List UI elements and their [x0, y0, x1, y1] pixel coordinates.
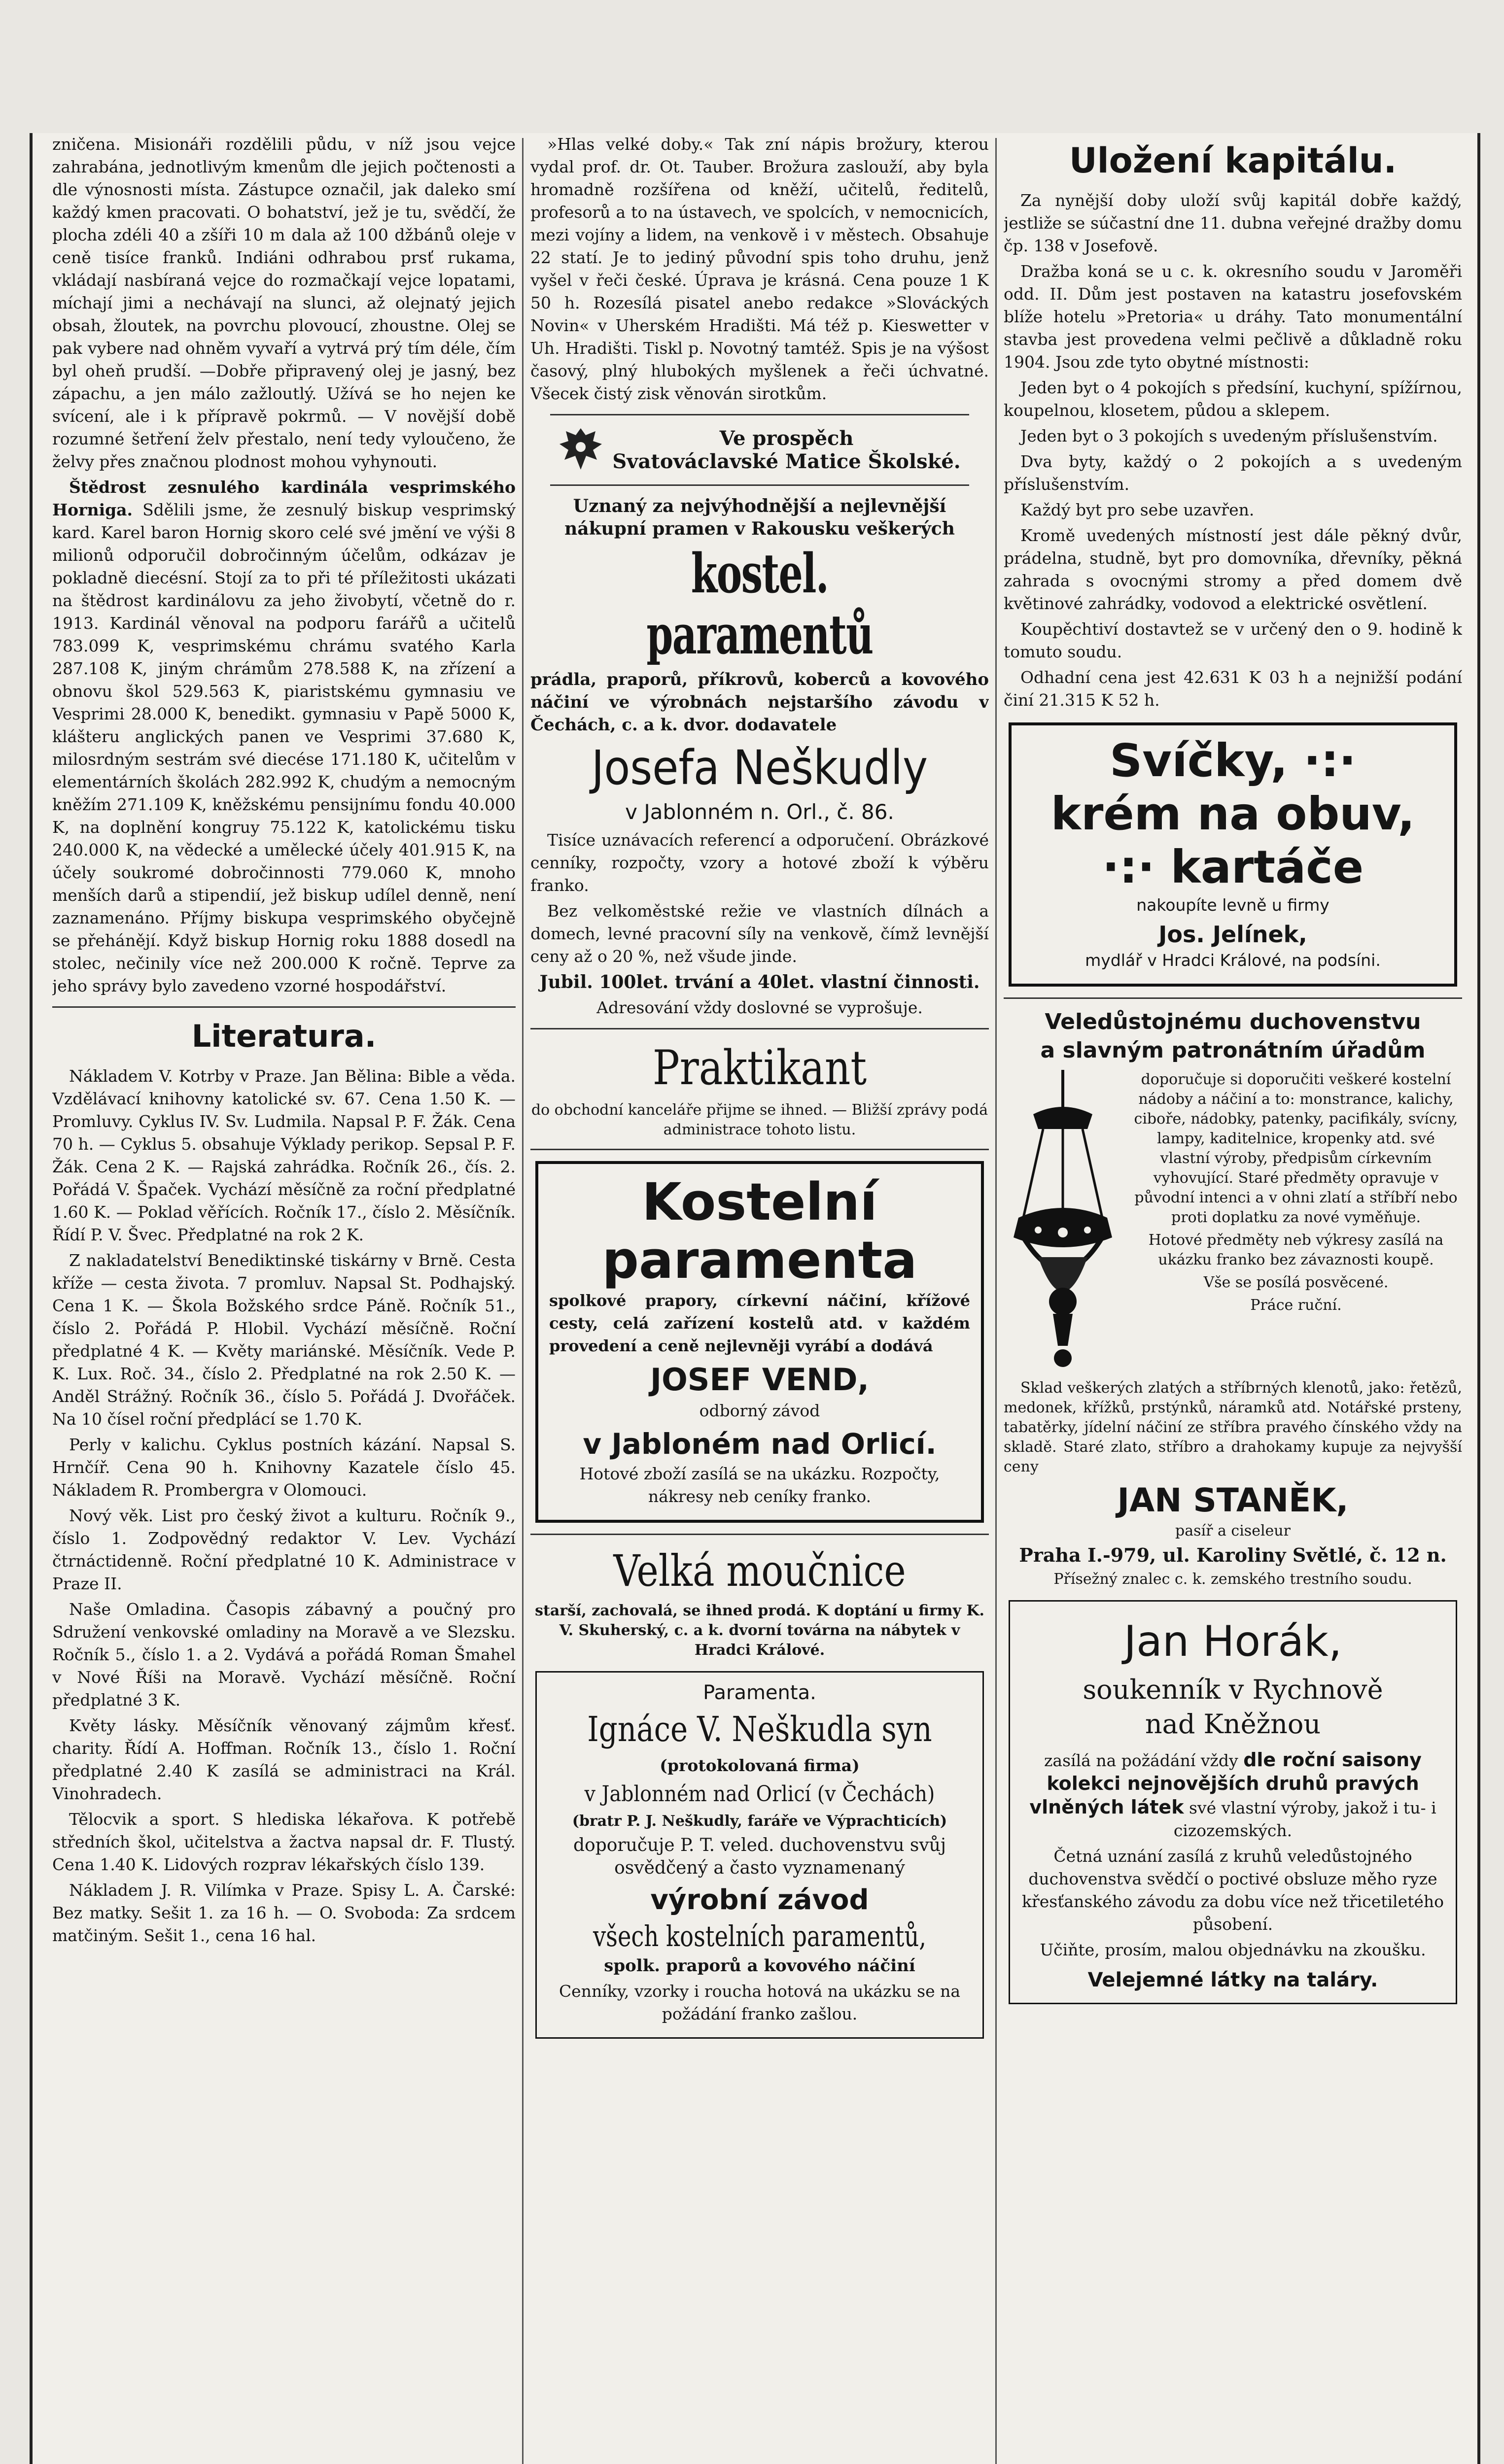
- literature-entry: Z nakladatelství Benediktinské tiskárny v Brně. Cesta kříže — cesta života. 7 promluv. Napsal St. Podhajský. Cena 1 K. — Škola Božského srdce Páně. Ročník 51., číslo 2. Pořádá P. Hlobil. Vychází měsíčně. Roční předplatné 4 K. — Květy mariánské. Měsíčník. Vede P. K. Lux. Roč. 34., číslo 2. Předplatné na rok 2.50 K. — Anděl Strážný. Ročník 36., číslo 5. Pořádá J. Dvořáček. Na 10 čísel roční předplácí se 1.70 K.: [52, 1251, 516, 1429]
- ad-neskudla-jubilee: Jubil. 100let. trvání a 40let. vlastní činnosti.: [539, 972, 980, 992]
- ad-moucnice-text: starší, zachovalá, se ihned prodá. K doptání u firmy K. V. Skuherský, c. a k. dvorní továrna na nábytek v Hradci Králové.: [535, 1602, 984, 1659]
- ad-stanek: [1004, 1008, 1462, 1589]
- ad-ignac-note: Cenníky, vzorky i roucha hotová na ukázku se na požádání franko zašlou.: [559, 1982, 961, 2023]
- eagle-emblem-icon: [559, 424, 603, 476]
- ad-jelinek-place: mydlář v Hradci Králové, na podsíni.: [1085, 951, 1381, 970]
- ad-ignac-head: Paramenta.: [703, 1681, 816, 1704]
- column-left: [52, 133, 516, 2464]
- ad-stanek-p5: Sklad veškerých zlatých a stříbrných klenotů, jako: řetězů, medonek, křížků, prstýnků, náramků atd. Notářské prsteny, tabatěrky, jídelní náčiní ze stříbra pravého čínského vždy na skladě. Staré zlato, stříbro a drahokamy kupuje za nejvyšší ceny: [1004, 1379, 1462, 1475]
- divider: [530, 1028, 989, 1029]
- ad-horak-name: Jan Horák,: [1123, 1617, 1342, 1666]
- ad-ignac-big3: spolk. praporů a kovového náčiní: [604, 1956, 915, 1976]
- ad-vend-note: Hotové zboží zasílá se na ukázku. Rozpočty, nákresy neb ceníky franko.: [579, 1464, 940, 1506]
- ad-stanek-p4: Práce ruční.: [1250, 1297, 1342, 1314]
- ad-jelinek-line3: kartáče: [1170, 841, 1364, 893]
- ad-vend-title1: Kostelní: [642, 1172, 877, 1232]
- ad-horak-p1c: své vlastní výroby, jakož i tu- i cizozemských.: [1173, 1798, 1436, 1840]
- ad-ignac-name: Ignáce V. Neškudla syn: [587, 1709, 932, 1749]
- column-rule: [522, 138, 524, 2464]
- column-middle: [530, 133, 989, 2464]
- ad-horak-p1: [1021, 1748, 1445, 1842]
- ad-ignac-neskudla: [535, 1671, 984, 2039]
- ad-horak-line2: soukenník v Rychnově: [1083, 1674, 1383, 1705]
- article-hornig: [52, 476, 516, 997]
- ad-neskudla-intro: Uznaný za nejvýhodnější a nejlevnější nákupní pramen v Rakousku veškerých: [564, 496, 955, 539]
- article-hlas-velke-doby: »Hlas velké doby.« Tak zní nápis brožury, kterou vydal prof. dr. Ot. Tauber. Brožura zaslouží, aby byla hromadně rozšířena od kněží, učitelů, ředitelů, profesorů a to na ústavech, ve spolcích, v nemocnicích, mezi vojíny a lidem, na venkově i v městech. Obsahuje 22 statí. Je to jediný původní spis toho druhu, jenž vyšel v řeči české. Úprava je krásná. Cena pouze 1 K 50 h. Rozesílá pisatel anebo redakce »Slováckých Novin« v Uherském Hradišti. Má též p. Kieswetter v Uh. Hradišti. Tiskl p. Novotný tamtéž. Spis je na výšost časový, plný hlubokých myšlenek a řeči úchvatné. Všecek čistý zisk věnován sirotkům.: [530, 135, 989, 403]
- ornament-icon: ·:·: [1102, 841, 1155, 893]
- ad-jelinek-text: nakoupíte levně u firmy: [1136, 895, 1329, 915]
- ad-stanek-p3: Vše se posílá posvěcené.: [1203, 1274, 1389, 1291]
- capital-p9: Odhadní cena jest 42.631 K 03 h a nejnižší podání činí 21.315 K 52 h.: [1004, 668, 1462, 710]
- ad-neskudla-big: kostel. paramentů: [646, 542, 873, 666]
- ad-ignac-big2: všech kostelních paramentů,: [593, 1919, 927, 1953]
- ad-stanek-addr: Praha I.-979, ul. Karoliny Světlé, č. 12 n.: [1019, 1544, 1447, 1566]
- ad-horak-p2: Četná uznání zasílá z kruhů veledůstojného duchovenstva svědčí o poctivé obsluze měho ryze křesťanského závodu za dobu více než třicetiletého působení.: [1021, 1847, 1444, 1934]
- ad-stanek-name: JAN STANĚK,: [1117, 1481, 1349, 1519]
- literature-entry: Naše Omladina. Časopis zábavný a poučný pro Sdružení venkovské omladiny na Moravě a ve Slezsku. Ročník 5., číslo 1. a 2. Vydává a pořádá Roman Šmahel v Nové Říši na Moravě. Vychází měsíčně. Roční předplatné 3 K.: [52, 1600, 516, 1710]
- ad-neskudla-line2: Svatováclavské Matice Školské.: [612, 450, 961, 473]
- ad-vend-name: JOSEF VEND,: [650, 1362, 869, 1398]
- capital-p1: Za nynější doby uloží svůj kapitál dobře každý, jestliže se súčastní dne 11. dubna veřejné dražby domu čp. 138 v Josefově.: [1004, 191, 1462, 255]
- ad-jelinek-name: Jos. Jelínek,: [1158, 921, 1307, 948]
- literature-entry: Nákladem J. R. Vilímka v Praze. Spisy L. A. Čarské: Bez matky. Sešit 1. za 16 h. — O. Svoboda: Za srdcem matčiným. Sešit 1., cena 16 hal.: [52, 1881, 516, 1945]
- article-turtle-oil: zničena. Misionáři rozdělili půdu, v níž jsou vejce zahrabána, jednotlivým kmenům dle jejich počtenosti a dle výnosnosti místa. Zástupce označil, jak daleko smí každý kmen pracovati. O bohatství, jež je tu, svědčí, že plocha zdéli 40 a zšíři 10 m dala až 100 džbánů oleje v ceně tisíce franků. Indiáni odhrabou prsť rukama, vkládají nasbíraná vejce do rozmačkají vejce lopatami, míchají jimi a nechávají na slunci, až olejnatý jejich obsah, žloutek, na povrchu plovoucí, zhoustne. Olej se pak vybere nad ohněm vyvaří a vytrvá prý tím déle, čím byl oheň prudší. —Dobře připravený olej je jasný, bez zápachu, a jen málo zažloutlý. Užívá se ho nejen ke svícení, ale i k přípravě pokrmů. — V novější době rozumné šetření želv přestalo, není tedy vyloučeno, že želvy přes značnou plodnost mohou vyhynouti.: [52, 135, 516, 471]
- ad-horak-p1a: zasílá na požádání vždy: [1044, 1751, 1238, 1770]
- ad-stanek-note: Přísežný znalec c. k. zemského trestního soudu.: [1053, 1571, 1412, 1588]
- ad-vend-products: spolkové prapory, církevní náčiní, křížové cesty, celá zařízení kostelů atd. v každém provedení a ceně nejlevněji vyrábí a dodává: [549, 1291, 970, 1355]
- ad-stanek-role: pasíř a ciseleur: [1175, 1522, 1291, 1540]
- ad-ignac-place: v Jablonném nad Orlicí (v Čechách): [584, 1781, 935, 1807]
- ad-stanek-p2: Hotové předměty neb výkresy zasílá na ukázku franko bez závaznosti koupě.: [1148, 1232, 1444, 1268]
- divider: [52, 1006, 516, 1008]
- ad-neskudla-name: Josefa Neškudly: [591, 740, 928, 795]
- divider: [530, 1534, 989, 1535]
- ad-neskudla-products: prádla, praporů, příkrovů, koberců a kovového náčiní ve výrobnách nejstaršího závodu v Čechách, c. a k. dvor. dodavatele: [530, 670, 989, 735]
- literature-entry: Nový věk. List pro český život a kulturu. Ročník 9., číslo 1. Zodpovědný redaktor V. Lev. Vychází čtrnáctidenně. Roční předplatné 10 K. Administrace v Praze II.: [52, 1506, 516, 1593]
- ad-ignac-owner: (bratr P. J. Neškudly, faráře ve Výprachticích): [572, 1813, 947, 1830]
- capital-p6: Každý byt pro sebe uzavřen.: [1020, 500, 1255, 519]
- article-hornig-body: Sdělili jsme, že zesnulý biskup vesprimský kard. Karel baron Hornig skoro celé své jmění ve výši 8 milionů odporučil dobročinným účelům, odkázav je pokladně diecésní. Stojí za to při té příležitosti ukázati na štědrost kardinálovu za jeho živobytí, včetně do r. 1913. Kardinál věnoval na podporu farářů a učitelů 783.099 K, vesprimskému chrámu svatého Karla 287.108 K, jiným chrámům 278.588 K, na zřízení a obnovu škol 529.563 K, piaristskému gymnasiu ve Vesprimi 28.000 K, benedikt. gymnasiu v Papě 5000 K, klášteru anglických panen ve Vesprimi 37.680 K, milosrdným sestrám své diecése 171.180 K, učitelům v elementárních školách 282.992 K, chudým a nemocným kněžím 271.109 K, kněžskému pensijnímu fondu 40.000 K, na doplnění kongruy 75.122 K, katolickému tisku 240.000 K, na vědecké a umělecké účely 401.915 K, na účely soukromé dobročinnosti 779.060 K, mnoho menších darů a stipendií, jež biskup udílel denně, není zaznamenáno. Příjmy biskupa vesprimského obyčejně se přehánějí. Když biskup Hornig roku 1888 dosedl na stolec, nečinily více než 200.000 K ročně. Teprve za jeho správy bylo zavedeno vzorné hospodářství.: [52, 500, 516, 995]
- ad-horak-foot: Velejemné látky na taláry.: [1087, 1969, 1378, 1991]
- divider: [550, 484, 969, 486]
- capital-p5: Dva byty, každý o 2 pokojích a s uvedeným příslušenstvím.: [1004, 452, 1462, 494]
- column-right: [1004, 133, 1462, 2464]
- ad-moucnice-title: Velká moučnice: [613, 1545, 906, 1596]
- ad-vend-place: v Jabloném nad Orlicí.: [583, 1427, 937, 1461]
- ad-vend-title2: paramenta: [602, 1230, 917, 1290]
- ad-ignac-sub: (protokolovaná firma): [660, 1756, 860, 1775]
- capital-p3: Jeden byt o 4 pokojích s předsíní, kuchyní, spížírnou, koupelnou, klosetem, půdou a sklepem.: [1004, 378, 1462, 420]
- column-rule: [995, 138, 997, 2464]
- ad-praktikant-title: Praktikant: [652, 1040, 867, 1095]
- article-hornig-title: Štědrost zesnulého kardinála vesprimského Horniga.: [52, 478, 516, 519]
- ad-stanek-head1: Veledůstojnému duchovenstvu: [1045, 1009, 1421, 1034]
- ad-jelinek: [1009, 722, 1457, 987]
- ad-stanek-head2: a slavným patronátním úřadům: [1040, 1038, 1426, 1063]
- ornament-icon: ·:·: [1303, 734, 1356, 787]
- ad-neskudla-line1: Ve prospěch: [719, 427, 854, 450]
- ad-horak-p1b: dle roční saisony kolekci nejnovějších druhů pravých vlněných látek: [1029, 1749, 1422, 1818]
- literature-entry: Tělocvik a sport. S hlediska lékařova. K potřebě středních škol, učitelstva a žactva napsal dr. F. Tlustý. Cena 1.40 K. Lidových rozprav lékařských číslo 139.: [52, 1810, 516, 1874]
- ad-neskudla: [530, 424, 989, 1019]
- capital-p8: Koupěchtiví dostavtež se v určený den o 9. hodině k tomuto soudu.: [1004, 619, 1462, 661]
- newspaper-page: [30, 133, 1480, 2464]
- ad-neskudla-refs: Tisíce uznávacích referencí a odporučení. Obrázkové cenníky, rozpočty, vzory a hotové zboží k výběru franko.: [530, 830, 989, 895]
- capital-p4: Jeden byt o 3 pokojích s uvedeným příslušenstvím.: [1020, 426, 1438, 445]
- literature-entry: Květy lásky. Měsíčník věnovaný zájmům křesť. charity. Řídí A. Hoffman. Ročník 13., číslo 1. Roční předplatné 2.40 K zasílá se administraci na Král. Vinohradech.: [52, 1716, 516, 1803]
- divider: [530, 1149, 989, 1150]
- literature-entry: Perly v kalichu. Cyklus postních kázání. Napsal S. Hrnčíř. Cena 90 h. Knihovny Kazatele číslo 45. Nákladem R. Prombergra v Olomouci.: [52, 1435, 516, 1500]
- divider: [550, 414, 969, 415]
- ad-neskudla-place: v Jablonném n. Orl., č. 86.: [625, 800, 894, 824]
- ad-jelinek-line2: krém na obuv,: [1050, 787, 1415, 840]
- ad-horak: [1009, 1600, 1457, 2004]
- ad-ignac-text: doporučuje P. T. veled. duchovenstvu svůj osvědčený a často vyznamenaný: [573, 1835, 946, 1878]
- ad-horak-line3: nad Kněžnou: [1145, 1709, 1321, 1740]
- literature-entry: Nákladem V. Kotrby v Praze. Jan Bělina: Bible a věda. Vzdělávací knihovny katolické sv. 67. Cena 1.50 K. — Promluvy. Cyklus IV. Sv. Ludmila. Napsal P. F. Žák. Cena 70 h. — Cyklus 5. obsahuje Výklady perikop. Sepsal P. F. Žák. Cena 2 K. — Rajská zahrádka. Ročník 26., čís. 2. Pořádá V. Špaček. Vychází měsíčně za roční předplatné 1.60 K. — Poklad věřících. Ročník 17., číslo 2. Měsíčník. Řídí P. V. Švec. Předplatné na rok 2 K.: [52, 1066, 516, 1244]
- ad-vend: [535, 1161, 984, 1523]
- ad-vend-sub: odborný závod: [699, 1401, 820, 1420]
- ad-horak-p3: Učiňte, prosím, malou objednávku na zkoušku.: [1040, 1940, 1426, 1959]
- capital-p2: Dražba koná se u c. k. okresního soudu v Jaroměři odd. II. Dům jest postaven na katastru josefovském blíže hotelu »Pretoria« u dráhy. Tato monumentální stavba jest provedena velmi pečlivě a důkladně roku 1904. Jsou zde tyto obytné místnosti:: [1004, 262, 1462, 372]
- ad-neskudla-prices: Bez velkoměstské režie ve vlastních dílnách a domech, levné pracovní síly na venkově, čímž levnější ceny až o 20 %, než všude jinde.: [530, 901, 989, 966]
- ad-neskudla-note: Adresování vždy doslovné se vyprošuje.: [596, 998, 923, 1017]
- literature-heading: Literatura.: [191, 1018, 377, 1054]
- divider: [1004, 997, 1462, 999]
- ad-jelinek-line1: Svíčky,: [1110, 734, 1288, 787]
- capital-heading: Uložení kapitálu.: [1069, 140, 1397, 181]
- church-lamp-icon: [1004, 1070, 1122, 1375]
- ad-ignac-big1: výrobní závod: [650, 1884, 869, 1916]
- ad-praktikant-text: do obchodní kanceláře přijme se ihned. — Bližší zprávy podá administrace tohoto listu.: [531, 1101, 988, 1138]
- capital-p7: Kromě uvedených místností jest dále pěkný dvůr, prádelna, studně, byt pro domovníka, dřevníky, pěkná zahrada s ovocnými stromy a před domem dvě květinové zahrádky, vodovod a elektrické osvětlení.: [1004, 526, 1462, 613]
- ad-stanek-p1: doporučuje si doporučiti veškeré kostelní nádoby a náčiní a to: monstrance, kalichy, ciboře, nádobky, patenky, pacifikály, svícny, lampy, kaditelnice, kropenky atd. své vlastní výroby, předpisům církevním vyhovující. Staré předměty opravuje v původní intenci a v ohni zlatí a stříbří nebo proti doplatku za nové vyměňuje.: [1134, 1071, 1458, 1226]
